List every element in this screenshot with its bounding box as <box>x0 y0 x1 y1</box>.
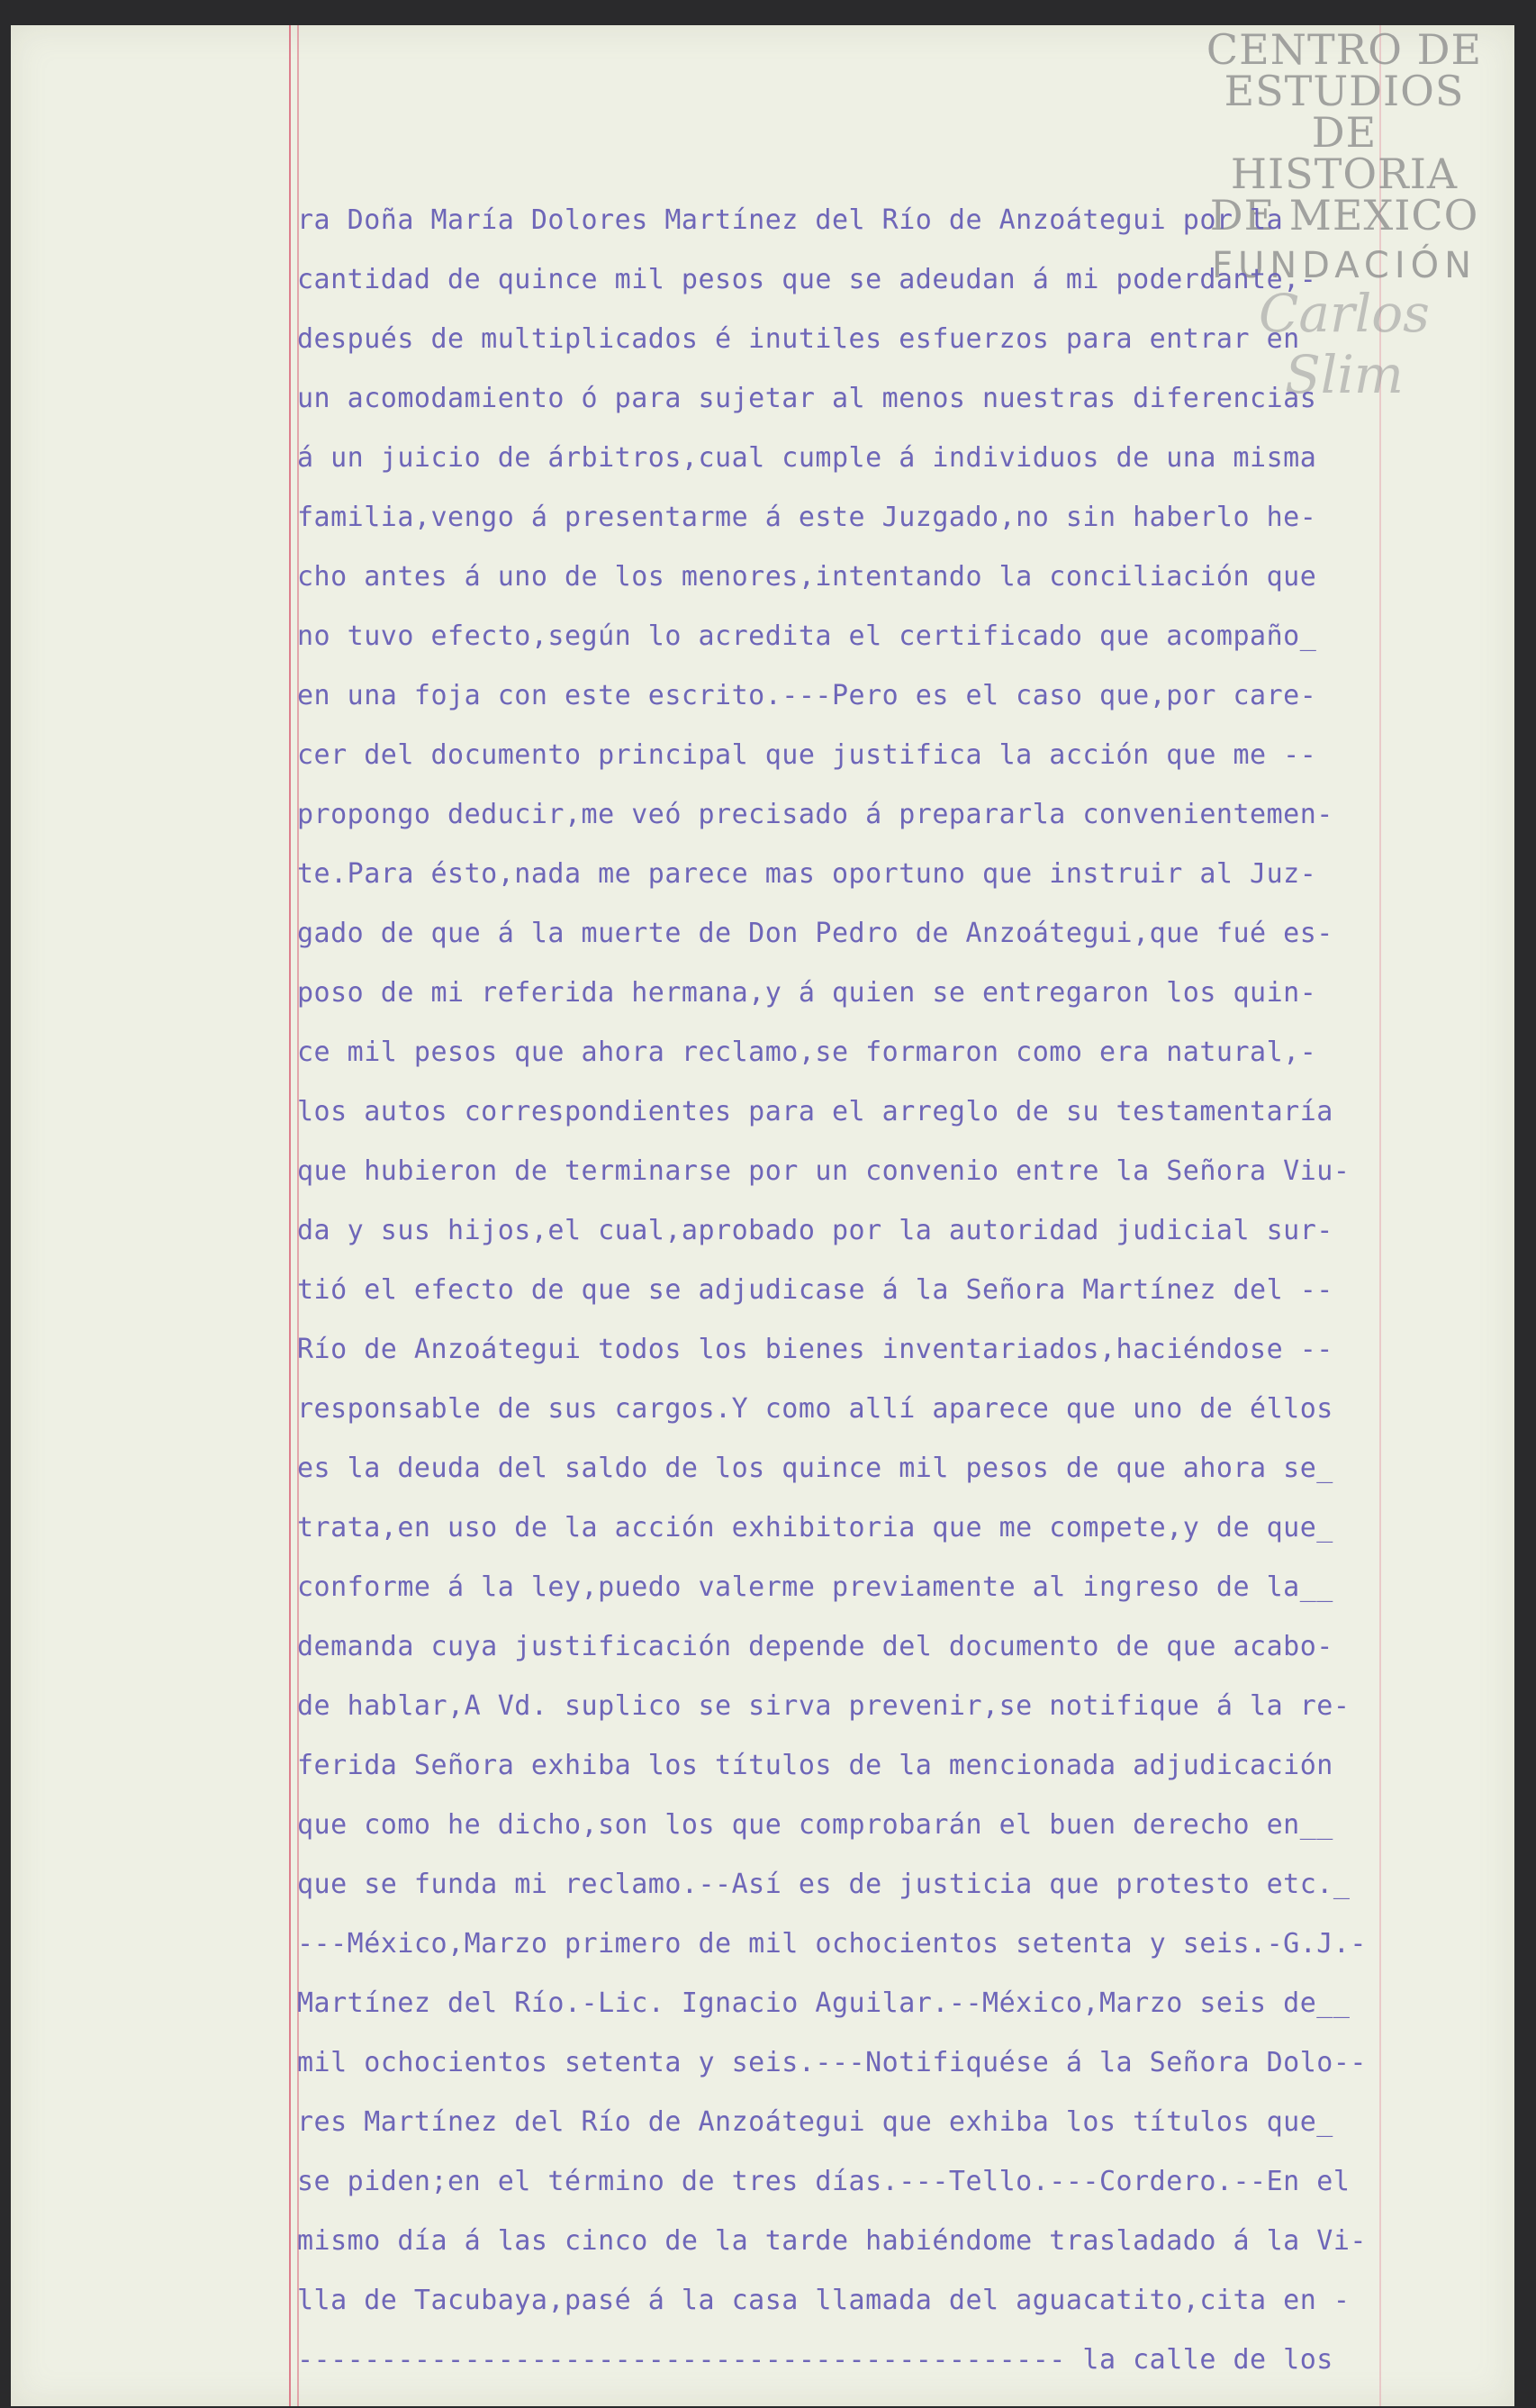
text-line: tió el efecto de que se adjudicase á la Señora Martínez del -- <box>297 1274 1333 1306</box>
stamp-line-5: FUNDACIÓN <box>1211 245 1477 286</box>
text-line: un acomodamiento ó para sujetar al menos nuestras diferencias <box>297 383 1317 414</box>
text-line: en una foja con este escrito.---Pero es el caso que,por care- <box>297 680 1317 711</box>
text-line: los autos correspondientes para el arreglo de su testamentaría <box>297 1096 1333 1127</box>
text-line: gado de que á la muerte de Don Pedro de Anzoátegui,que fué es- <box>297 918 1333 949</box>
text-line: responsable de sus cargos.Y como allí aparece que uno de éllos <box>297 1393 1333 1425</box>
stamp-line-2: ESTUDIOS <box>1224 67 1465 115</box>
text-line: ce mil pesos que ahora reclamo,se formaron como era natural,- <box>297 1037 1317 1068</box>
stamp-line-4: DE MEXICO <box>1209 191 1479 240</box>
text-line: es la deuda del saldo de los quince mil pesos de que ahora se_ <box>297 1453 1333 1484</box>
text-line: ---------------------------------------------- la calle de los <box>297 2344 1333 2376</box>
left-margin-rule <box>289 25 291 2406</box>
text-line: conforme á la ley,puedo valerme previamente al ingreso de la__ <box>297 1571 1333 1603</box>
text-line: da y sus hijos,el cual,aprobado por la autoridad judicial sur- <box>297 1215 1333 1246</box>
text-line: demanda cuya justificación depende del documento de que acabo- <box>297 1631 1333 1662</box>
stamp-line-1: CENTRO DE <box>1206 25 1483 74</box>
text-line: te.Para ésto,nada me parece mas oportuno que instruir al Juz- <box>297 858 1317 890</box>
text-line: cho antes á uno de los menores,intentando la conciliación que <box>297 561 1317 593</box>
text-line: que como he dicho,son los que comprobarán el buen derecho en__ <box>297 1809 1333 1841</box>
text-line: Río de Anzoátegui todos los bienes inventariados,haciéndose -- <box>297 1334 1333 1365</box>
text-line: mil ochocientos setenta y seis.---Notifiquése á la Señora Dolo-- <box>297 2047 1367 2078</box>
typewritten-text-body <box>297 191 1396 2390</box>
text-line: familia,vengo á presentarme á este Juzgado,no sin haberlo he- <box>297 502 1317 533</box>
text-line: mismo día á las cinco de la tarde habiéndome trasladado á la Vi- <box>297 2225 1367 2257</box>
text-line: Martínez del Río.-Lic. Ignacio Aguilar.--México,Marzo seis de__ <box>297 1987 1351 2019</box>
stamp-signature: Carlos Slim <box>1259 283 1430 405</box>
text-line: de hablar,A Vd. suplico se sirva prevenir,se notifique á la re- <box>297 1690 1351 1722</box>
text-line: ---México,Marzo primero de mil ochocientos setenta y seis.-G.J.- <box>297 1928 1367 1960</box>
text-line: propongo deducir,me veó precisado á prepararla convenientemen- <box>297 799 1333 830</box>
text-line: cantidad de quince mil pesos que se adeudan á mi poderdante,- <box>297 264 1317 295</box>
text-line: poso de mi referida hermana,y á quien se entregaron los quin- <box>297 977 1317 1009</box>
text-line: que hubieron de terminarse por un convenio entre la Señora Viu- <box>297 1155 1351 1187</box>
text-line: ferida Señora exhiba los títulos de la mencionada adjudicación <box>297 1750 1333 1781</box>
text-line: á un juicio de árbitros,cual cumple á individuos de una misma <box>297 442 1317 474</box>
text-line: res Martínez del Río de Anzoátegui que exhiba los títulos que_ <box>297 2106 1333 2138</box>
stamp-line-3: DE HISTORIA <box>1230 108 1459 198</box>
text-line: que se funda mi reclamo.--Así es de justicia que protesto etc._ <box>297 1869 1351 1900</box>
text-line: se piden;en el término de tres días.---Tello.---Cordero.--En el <box>297 2166 1351 2197</box>
text-line: cer del documento principal que justifica la acción que me -- <box>297 739 1317 771</box>
text-line: lla de Tacubaya,pasé á la casa llamada del aguacatito,cita en - <box>297 2285 1351 2316</box>
text-line: trata,en uso de la acción exhibitoria que me compete,y de que_ <box>297 1512 1333 1543</box>
text-line: después de multiplicados é inutiles esfuerzos para entrar en <box>297 323 1300 355</box>
text-line: ra Doña María Dolores Martínez del Río de Anzoátegui por la <box>297 204 1284 236</box>
text-line: no tuvo efecto,según lo acredita el certificado que acompaño_ <box>297 620 1317 652</box>
document-page <box>11 25 1514 2406</box>
